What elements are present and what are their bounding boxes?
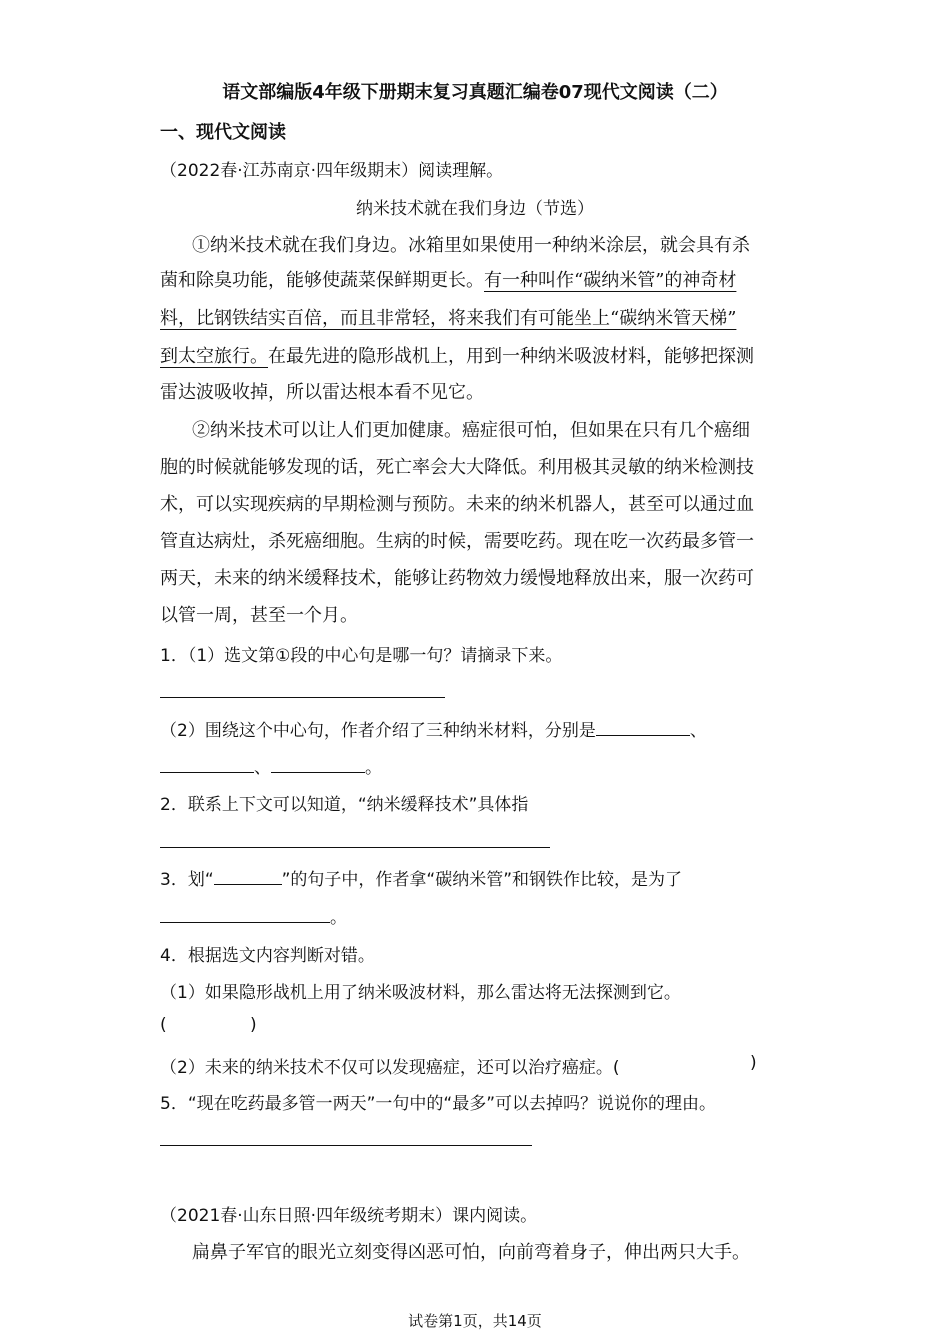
passage-line [160,342,754,368]
answer-blank[interactable] [160,908,330,923]
passage-line: 胞的时候就能够发现的话，死亡率会大大降低。利用极其灵敏的纳米检测技 [160,457,754,478]
answer-blank[interactable] [271,758,365,773]
question-1-2-cont [160,753,382,778]
punctuation: 、 [254,758,271,778]
judgement-answer-box[interactable] [676,1050,746,1076]
passage-line: ②纳米技术可以让人们更加健康。癌症很可怕，但如果在只有几个癌细 [192,420,750,441]
source-note-1: （2022春·江苏南京·四年级期末）阅读理解。 [160,161,504,181]
answer-blank[interactable] [160,697,445,698]
passage-line [160,266,736,292]
question-text: ”的句子中，作者拿“碳纳米管”和钢铁作比较，是为了 [281,870,683,890]
passage-line: 雷达波吸收掉，所以雷达根本看不见它。 [160,382,484,403]
question-4: 4．根据选文内容判断对错。 [160,946,375,966]
passage-line: 两天，未来的纳米缓释技术，能够让药物效力缓慢地释放出来，服一次药可 [160,568,754,589]
question-4-2: （2）未来的纳米技术不仅可以发现癌症，还可以治疗癌症。( [160,1058,620,1078]
question-3 [160,865,682,890]
question-4-1: （1）如果隐形战机上用了纳米吸波材料，那么雷达将无法探测到它。 [160,983,681,1003]
punctuation: 。 [365,758,382,778]
question-5: 5．“现在吃药最多管一两天”一句中的“最多”可以去掉吗？说说你的理由。 [160,1094,717,1114]
answer-blank[interactable] [160,1145,532,1146]
section-heading: 一、现代文阅读 [160,122,286,143]
page-footer: 试卷第1页，共14页 [408,1312,542,1330]
answer-blank[interactable] [160,847,550,848]
passage-line: ①纳米技术就在我们身边。冰箱里如果使用一种纳米涂层，就会具有杀 [192,235,750,256]
judgement-paren-close: ) [750,1053,757,1073]
answer-blank[interactable] [596,721,690,736]
source-note-2: （2021春·山东日照·四年级统考期末）课内阅读。 [160,1206,538,1226]
judgement-paren-open: ( [160,1015,167,1035]
passage-line: 术，可以实现疾病的早期检测与预防。未来的纳米机器人，甚至可以通过血 [160,494,754,515]
passage-title: 纳米技术就在我们身边（节选） [356,199,594,219]
passage-line: 以管一周，甚至一个月。 [160,605,358,626]
question-3-cont [160,903,347,928]
answer-blank[interactable] [160,758,254,773]
question-1-1: 1．（1）选文第①段的中心句是哪一句？请摘录下来。 [160,646,563,666]
punctuation: 、 [689,721,707,741]
passage-text: 菌和除臭功能，能够使蔬菜保鲜期更长。 [160,270,484,291]
question-text: （2）围绕这个中心句，作者介绍了三种纳米材料，分别是 [160,721,596,741]
underlined-sentence: 有一种叫作“碳纳米管”的神奇材 [484,270,737,291]
punctuation: 。 [330,908,347,928]
question-2: 2．联系上下文可以知道，“纳米缓释技术”具体指 [160,795,529,815]
underline-sample [214,870,282,885]
underlined-sentence: 到太空旅行。 [160,346,268,367]
passage-text: 在最先进的隐形战机上，用到一种纳米吸波材料，能够把探测 [268,346,754,367]
question-1-2 [160,716,707,741]
passage-line: 扁鼻子军官的眼光立刻变得凶恶可怕，向前弯着身子，伸出两只大手。 [192,1242,750,1263]
document-title: 语文部编版4年级下册期末复习真题汇编卷07现代文阅读（二） [222,82,728,103]
judgement-paren-close: ) [250,1015,257,1035]
passage-line: 管直达病灶，杀死癌细胞。生病的时候，需要吃药。现在吃一次药最多管一 [160,531,754,552]
question-text: 3．划“ [160,870,214,890]
judgement-answer-box[interactable] [175,1012,245,1038]
underlined-sentence: 料，比钢铁结实百倍，而且非常轻，将来我们有可能坐上“碳纳米管天梯” [160,308,737,329]
